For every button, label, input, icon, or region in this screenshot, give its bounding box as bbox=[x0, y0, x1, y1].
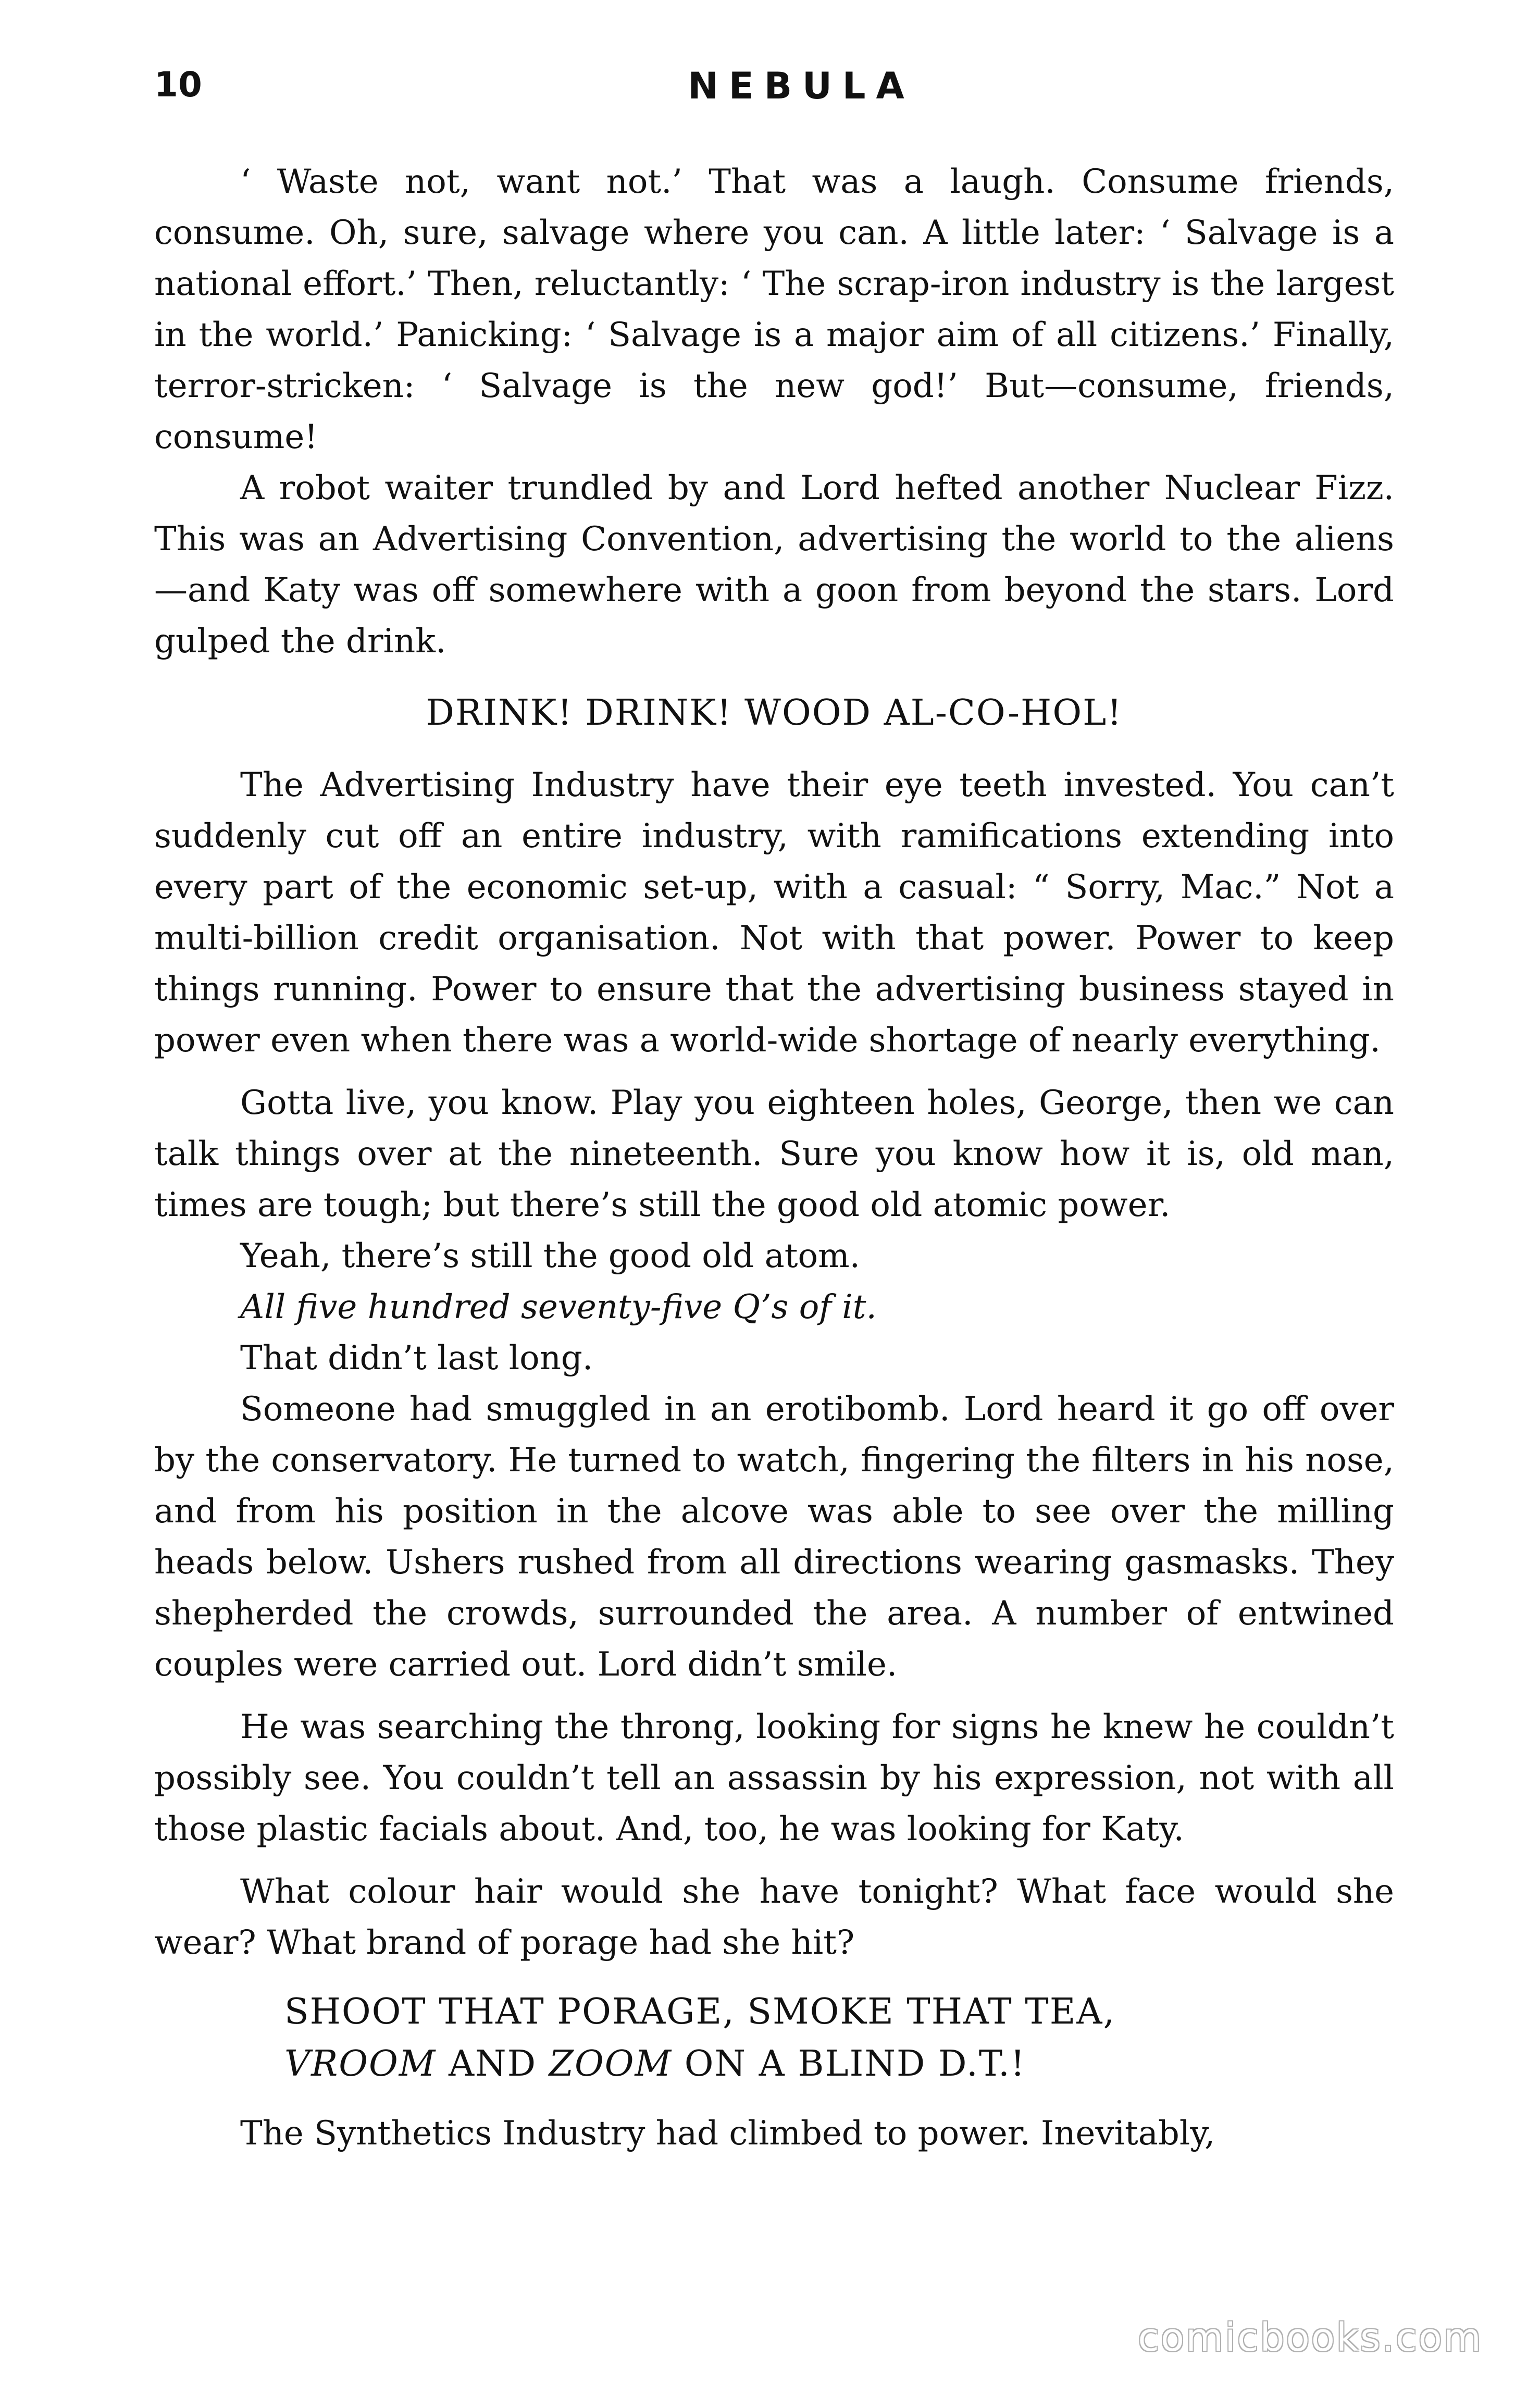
watermark: comicbooks.com bbox=[1138, 2315, 1483, 2360]
slogan-rest: ON A BLIND D.T.! bbox=[672, 2043, 1026, 2085]
slogan-drink: DRINK! DRINK! WOOD AL-CO-HOL! bbox=[426, 692, 1123, 734]
paragraph-6 bbox=[154, 1282, 1394, 1333]
running-head: NEBULA bbox=[688, 65, 915, 107]
slogan-porage-line-1: SHOOT THAT PORAGE, SMOKE THAT TEA, bbox=[284, 1991, 1116, 2032]
paragraph-1: ‘ Waste not, want not.’ That was a laugh. Consume friends, consume. Oh, sure, salvage where you can. A little later: ‘ Salvage is a national effort.’ Then, reluctantly: ‘ The scrap-iron industry is the largest in the world.’ Panicking: ‘ Salvage is a major aim of all citizens.’ Finally, terror-stricken: ‘ Salvage is the new god!’ But—consume, friends, consume! bbox=[154, 163, 1394, 456]
slogan-vroom: VROOM bbox=[284, 2043, 437, 2085]
paragraph-2: A robot waiter trundled by and Lord hefted another Nuclear Fizz. This was an Advertising Convention, advertising the world to the aliens—and Katy was off somewhere with a goon from beyond the stars. Lord gulped the drink. bbox=[154, 469, 1394, 661]
slogan-porage bbox=[154, 1986, 1394, 2090]
paragraph-10: What colour hair would she have tonight? What face would she wear? What brand of porage had she hit? bbox=[154, 1872, 1394, 1962]
paragraph-9: He was searching the throng, looking for signs he knew he couldn’t possibly see. You couldn’t tell an assassin by his expression, not with all those plastic facials about. And, too, he was looking for Katy. bbox=[154, 1708, 1394, 1848]
paragraph-7: That didn’t last long. bbox=[240, 1339, 593, 1378]
slogan-and: AND bbox=[436, 2043, 549, 2085]
page-header bbox=[154, 65, 1386, 117]
italic-line: All five hundred seventy-five Q’s of it. bbox=[240, 1288, 877, 1326]
slogan-porage-line-2 bbox=[284, 2038, 1394, 2090]
paragraph-5: Yeah, there’s still the good old atom. bbox=[240, 1237, 860, 1275]
paragraph-4: Gotta live, you know. Play you eighteen holes, George, then we can talk things over at the nineteenth. Sure you know how it is, old man, times are tough; but there’s still the good old atomic power. bbox=[154, 1084, 1394, 1224]
page-number: 10 bbox=[154, 65, 202, 105]
paragraph-11: The Synthetics Industry had climbed to power. Inevitably, bbox=[240, 2114, 1215, 2153]
paragraph-8: Someone had smuggled in an erotibomb. Lord heard it go off over by the conservatory. He turned to watch, fingering the filters in his nose, and from his position in the alcove was able to see over the milling heads below. Ushers rushed from all directions wearing gasmasks. They shepherded the crowds, surrounded the area. A number of entwined couples were carried out. Lord didn’t smile. bbox=[154, 1390, 1394, 1684]
slogan-zoom: ZOOM bbox=[549, 2043, 673, 2085]
paragraph-3: The Advertising Industry have their eye teeth invested. You can’t suddenly cut off an entire industry, with ramifications extending into every part of the economic set-up, with a casual: “ Sorry, Mac.” Not a multi-billion credit organisation. Not with that power. Power to keep things running. Power to ensure that the advertising business stayed in power even when there was a world-wide shortage of nearly everything. bbox=[154, 766, 1394, 1060]
body-text bbox=[154, 156, 1394, 2159]
